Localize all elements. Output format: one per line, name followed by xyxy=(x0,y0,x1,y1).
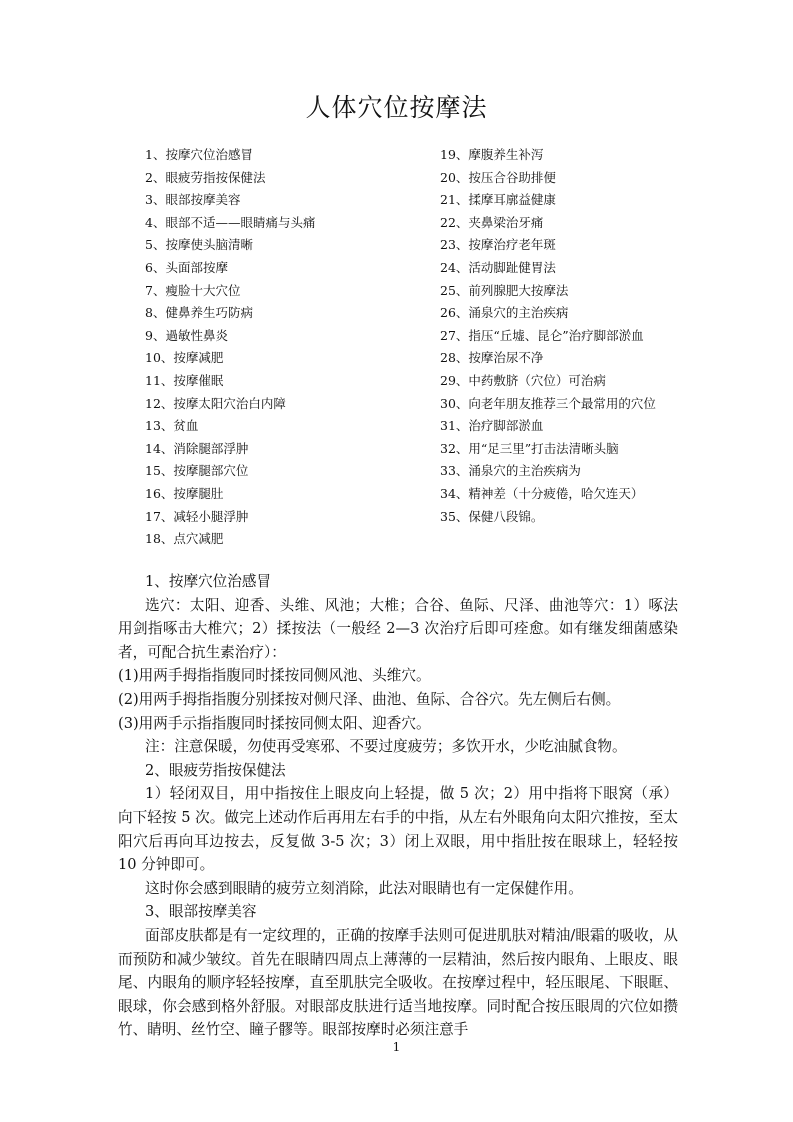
toc-right-column xyxy=(440,144,740,528)
toc-item[interactable]: 4、眼部不适——眼睛痛与头痛 xyxy=(145,214,316,230)
toc-item[interactable]: 16、按摩腿肚 xyxy=(145,485,224,501)
section-heading: 2、眼疲劳指按保健法 xyxy=(145,761,286,779)
toc-item[interactable]: 14、消除腿部浮肿 xyxy=(145,440,249,456)
toc-item[interactable]: 33、涌泉穴的主治疾病为 xyxy=(440,463,581,479)
toc-item[interactable]: 2、眼疲劳指按保健法 xyxy=(145,169,266,185)
toc-item[interactable]: 20、按压合谷助排便 xyxy=(440,169,556,185)
toc-item[interactable]: 28、按摩治尿不净 xyxy=(440,350,544,366)
toc-item[interactable]: 32、用“足三里”打击法清晰头脑 xyxy=(440,440,619,456)
toc-item[interactable]: 24、活动脚趾健胃法 xyxy=(440,259,556,275)
section-heading: 3、眼部按摩美容 xyxy=(145,903,257,921)
toc-item[interactable]: 15、按摩腿部穴位 xyxy=(145,463,249,479)
toc-item[interactable]: 27、指压“丘墟、昆仑”治疗脚部淤血 xyxy=(440,327,644,343)
body-text xyxy=(118,570,678,1042)
paragraph: 1）轻闭双目，用中指按住上眼皮向上轻提，做 5 次；2）用中指将下眼窝（承）向下轻按 5 次。做完上述动作后再用左右手的中指，从左右外眼角向太阳穴推按，至太阳穴后再向耳边按去，反复做 3-5 次；3）闭上双眼，用中指肚按在眼球上，轻轻按 10 分钟即可。 xyxy=(118,785,678,874)
toc-item[interactable]: 6、头面部按摩 xyxy=(145,259,228,275)
toc-item[interactable]: 35、保健八段锦。 xyxy=(440,508,544,524)
toc-item[interactable]: 26、涌泉穴的主治疾病 xyxy=(440,305,569,321)
toc-item[interactable]: 13、贫血 xyxy=(145,418,199,434)
toc-item[interactable]: 34、精神差（十分疲倦，哈欠连天） xyxy=(440,485,644,501)
section-heading: 1、按摩穴位治感冒 xyxy=(145,573,272,590)
paragraph: 面部皮肤都是有一定纹理的，正确的按摩手法则可促进肌肤对精油/眼霜的吸收，从而预防和减少皱纹。首先在眼睛四周点上薄薄的一层精油，然后按内眼角、上眼皮、眼尾、内眼角的顺序轻轻按摩，直至肌肤完全吸收。在按摩过程中，轻压眼尾、下眼眶、眼球，你会感到格外舒服。对眼部皮肤进行适当地按摩。同时配合按压眼周的穴位如攒竹、睛明、丝竹空、瞳子髎等。眼部按摩时必须注意手 xyxy=(118,926,678,1039)
note-text: 注：注意保暖，勿使再受寒邪、不要过度疲劳；多饮开水，少吃油腻食物。 xyxy=(145,738,627,756)
page-number: 1 xyxy=(392,1040,401,1054)
toc-item[interactable]: 25、前列腺肥大按摩法 xyxy=(440,282,569,298)
paragraph: 选穴：太阳、迎香、头维、风池；大椎；合谷、鱼际、尺泽、曲池等穴：1）啄法用剑指啄击大椎穴；2）揉按法（一般经 2—3 次治疗后即可痊愈。如有继发细菌感染者，可配合抗生素治疗）： xyxy=(118,596,678,661)
step-text: (1)用两手拇指指腹同时揉按同侧风池、头维穴。 xyxy=(118,667,431,685)
toc-left-column xyxy=(145,144,415,551)
toc-item[interactable]: 30、向老年朋友推荐三个最常用的穴位 xyxy=(440,395,656,411)
toc-item[interactable]: 3、眼部按摩美容 xyxy=(145,192,241,208)
toc-item[interactable]: 29、中药敷脐（穴位）可治病 xyxy=(440,372,606,388)
step-text: (2)用两手拇指指腹分别揉按对侧尺泽、曲池、鱼际、合谷穴。先左侧后右侧。 xyxy=(118,690,621,708)
toc-item[interactable]: 1、按摩穴位治感冒 xyxy=(145,147,253,162)
toc-item[interactable]: 9、過敏性鼻炎 xyxy=(145,327,228,343)
toc-item[interactable]: 5、按摩使头脑清晰 xyxy=(145,237,253,253)
toc-item[interactable]: 7、瘦脸十大穴位 xyxy=(145,282,241,298)
toc-item[interactable]: 18、点穴减肥 xyxy=(145,531,224,547)
document-title: 人体穴位按摩法 xyxy=(305,93,488,122)
toc-item[interactable]: 17、减轻小腿浮肿 xyxy=(145,508,249,524)
toc-item[interactable]: 31、治疗脚部淤血 xyxy=(440,418,544,434)
toc-item[interactable]: 11、按摩催眠 xyxy=(145,372,224,388)
toc-item[interactable]: 8、健鼻养生巧防病 xyxy=(145,305,253,321)
toc-item[interactable]: 23、按摩治疗老年斑 xyxy=(440,237,556,253)
toc-item[interactable]: 22、夹鼻梁治牙痛 xyxy=(440,214,544,230)
paragraph: 这时你会感到眼睛的疲劳立刻消除，此法对眼睛也有一定保健作用。 xyxy=(145,879,583,897)
step-text: (3)用两手示指指腹同时揉按同侧太阳、迎香穴。 xyxy=(118,714,431,732)
toc-item[interactable]: 10、按摩减肥 xyxy=(145,350,224,366)
toc-item[interactable]: 19、摩腹养生补泻 xyxy=(440,147,544,162)
toc-item[interactable]: 21、揉摩耳廓益健康 xyxy=(440,192,556,208)
toc-item[interactable]: 12、按摩太阳穴治白内障 xyxy=(145,395,286,411)
